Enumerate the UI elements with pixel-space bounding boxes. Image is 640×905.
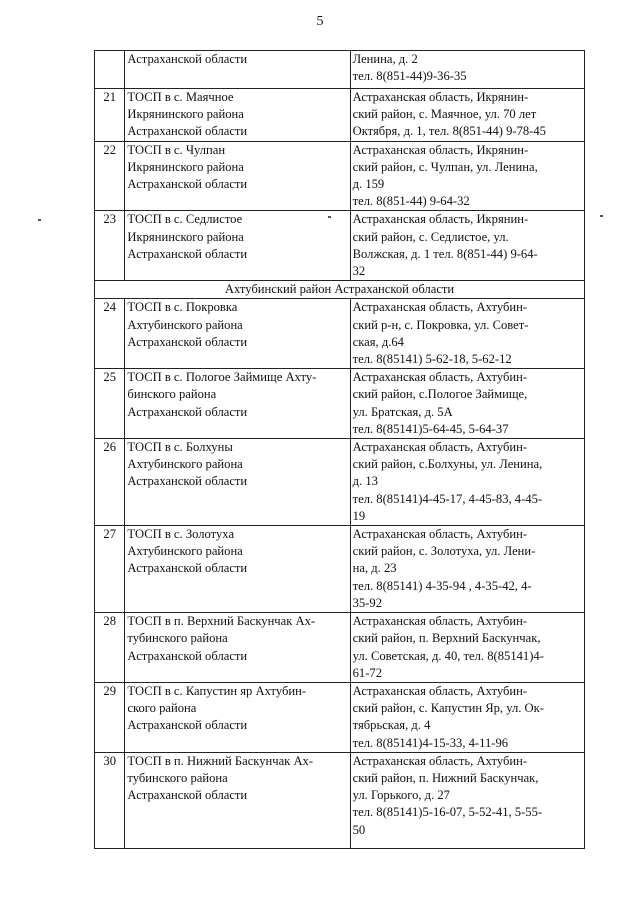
table-row xyxy=(95,752,585,848)
office-address: Астраханская область, Ахтубин- ский р-н, с. Покровка, ул. Совет- ская, д.64 тел. 8(85141) 5-62-18, 5-62-12 xyxy=(350,299,584,369)
row-number: 28 xyxy=(95,613,125,683)
office-address: Астраханская область, Ахтубин- ский район, с.Пологое Займище, ул. Братская, д. 5А тел. 8(85141)5-64-45, 5-64-37 xyxy=(350,369,584,439)
office-address: Ленина, д. 2 тел. 8(851-44)9-36-35 xyxy=(350,51,584,89)
row-number: 30 xyxy=(95,752,125,848)
table-row xyxy=(95,439,585,526)
section-title: Ахтубинский район Астраханской области xyxy=(95,281,585,299)
table-row xyxy=(95,369,585,439)
offices-table-body xyxy=(95,51,585,849)
table-row xyxy=(95,141,585,211)
scan-mark xyxy=(38,219,41,221)
row-number: 27 xyxy=(95,526,125,613)
table-row xyxy=(95,89,585,142)
office-name: ТОСП в с. Маячное Икрянинского района Астраханской области xyxy=(125,89,350,142)
page-number: 5 xyxy=(316,14,324,29)
office-name: ТОСП в с. Болхуны Ахтубинского района Астраханской области xyxy=(125,439,350,526)
office-name: ТОСП в п. Нижний Баскунчак Ах- тубинского района Астраханской области xyxy=(125,752,350,848)
table-row xyxy=(95,51,585,89)
table-row xyxy=(95,613,585,683)
office-address: Астраханская область, Икрянин- ский район, с. Маячное, ул. 70 лет Октября, д. 1, тел. 8(851-44) 9-78-45 xyxy=(350,89,584,142)
office-name: ТОСП в с. Золотуха Ахтубинского района Астраханской области xyxy=(125,526,350,613)
table-row xyxy=(95,299,585,369)
office-address: Астраханская область, Икрянин- ский район, с. Чулпан, ул. Ленина, д. 159 тел. 8(851-44) 9-64-32 xyxy=(350,141,584,211)
office-address: Астраханская область, Ахтубин- ский район, с.Болхуны, ул. Ленина, д. 13 тел. 8(85141)4-45-17, 4-45-83, 4-45- 19 xyxy=(350,439,584,526)
table-row xyxy=(95,211,585,281)
office-address: Астраханская область, Икрянин- ский район, с. Седлистое, ул. Волжская, д. 1 тел. 8(851-44) 9-64- 32 xyxy=(350,211,584,281)
office-name: Астраханской области xyxy=(125,51,350,89)
office-address: Астраханская область, Ахтубин- ский район, п. Верхний Баскунчак, ул. Советская, д. 40, тел. 8(85141)4- 61-72 xyxy=(350,613,584,683)
section-header-row xyxy=(95,281,585,299)
row-number: 24 xyxy=(95,299,125,369)
row-number: 21 xyxy=(95,89,125,142)
row-number: 23 xyxy=(95,211,125,281)
offices-table xyxy=(94,50,585,849)
office-name: ТОСП в с. Покровка Ахтубинского района Астраханской области xyxy=(125,299,350,369)
office-name: ТОСП в с. Чулпан Икрянинского района Астраханской области xyxy=(125,141,350,211)
office-name: ТОСП в п. Верхний Баскунчак Ах- тубинского района Астраханской области xyxy=(125,613,350,683)
row-number: 25 xyxy=(95,369,125,439)
row-number xyxy=(95,51,125,89)
office-name: ТОСП в с. Капустин яр Ахтубин- ского района Астраханской области xyxy=(125,682,350,752)
office-name: ТОСП в с. Седлистое Икрянинского района Астраханской области xyxy=(125,211,350,281)
table-row xyxy=(95,682,585,752)
row-number: 29 xyxy=(95,682,125,752)
row-number: 26 xyxy=(95,439,125,526)
office-address: Астраханская область, Ахтубин- ский район, с. Золотуха, ул. Лени- на, д. 23 тел. 8(85141) 4-35-94 , 4-35-42, 4- 35-92 xyxy=(350,526,584,613)
office-name: ТОСП в с. Пологое Займище Ахту- бинского района Астраханской области xyxy=(125,369,350,439)
office-address: Астраханская область, Ахтубин- ский район, с. Капустин Яр, ул. Ок- тябрьская, д. 4 тел. 8(85141)4-15-33, 4-11-96 xyxy=(350,682,584,752)
table-row xyxy=(95,526,585,613)
scan-mark xyxy=(600,215,603,217)
row-number: 22 xyxy=(95,141,125,211)
office-address: Астраханская область, Ахтубин- ский район, п. Нижний Баскунчак, ул. Горького, д. 27 тел. 8(85141)5-16-07, 5-52-41, 5-55- 50 xyxy=(350,752,584,848)
